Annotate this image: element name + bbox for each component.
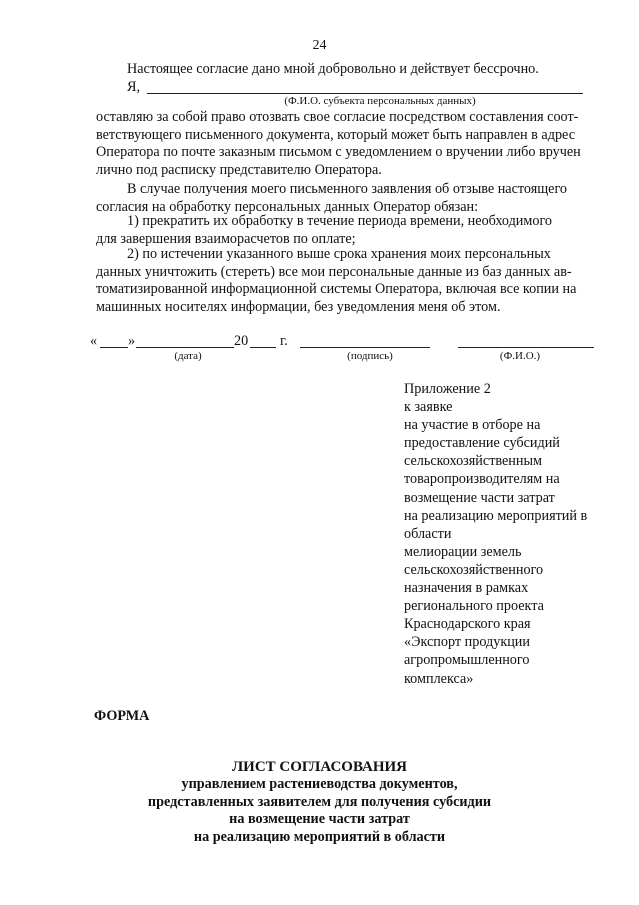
- consent-item-1: [96, 213, 582, 248]
- date-close-quote: »: [128, 333, 136, 349]
- text-line: оставляю за собой право отозвать свое согласие посредством составления соот-: [96, 109, 579, 125]
- form-label: ФОРМА: [94, 708, 150, 724]
- appendix-line: назначения в рамках: [404, 580, 529, 597]
- appendix-line: мелиорации земель: [404, 543, 522, 560]
- appendix-line: предоставление субсидий: [404, 435, 560, 452]
- date-open-quote: «: [90, 333, 98, 349]
- month-line: [136, 347, 234, 348]
- fio-line: [147, 93, 583, 94]
- appendix-line: «Экспорт продукции: [404, 634, 530, 651]
- appendix-line: возмещение части затрат: [404, 489, 555, 506]
- text-line: для завершения взаиморасчетов по оплате;: [96, 230, 356, 247]
- appendix-line: Краснодарского края: [404, 616, 531, 633]
- subtitle-line: на возмещение части затрат: [229, 811, 410, 827]
- text-line: согласия на обработку персональных данных Оператор обязан:: [96, 198, 479, 215]
- text-line: Оператора по почте заказным письмом с уведомлением о вручении либо вручен: [96, 144, 581, 161]
- sheet-title: ЛИСТ СОГЛАСОВАНИЯ: [231, 759, 408, 775]
- date-caption: (дата): [174, 350, 202, 362]
- consent-sentence: Настоящее согласие дано мной добровольно и действует бессрочно.: [127, 61, 539, 77]
- year-line: [250, 347, 276, 348]
- appendix-line: Приложение 2: [404, 381, 491, 397]
- text-line: В случае получения моего письменного заявления об отзыве настоящего: [127, 181, 568, 197]
- signature-caption: (подпись): [347, 350, 393, 362]
- appendix-line: агропромышленного: [404, 652, 530, 669]
- appendix-line: регионального проекта: [404, 598, 544, 615]
- text-line: машинных носителях информации, без уведомления меня об этом.: [96, 298, 501, 315]
- appendix-line: на участие в отборе на: [404, 417, 541, 434]
- consent-item-2: [96, 246, 582, 316]
- appendix-line: сельскохозяйственного: [404, 561, 544, 578]
- fio-signature-caption: (Ф.И.О.): [499, 350, 541, 362]
- text-line: лично под расписку представителю Оператора.: [96, 161, 382, 178]
- subtitle-line: управлением растениеводства документов,: [181, 776, 458, 792]
- sheet-subtitle: [0, 776, 639, 846]
- day-line: [100, 347, 128, 348]
- signature-line: [300, 347, 430, 348]
- text-line: данных уничтожить (стереть) все мои персональные данные из баз данных ав-: [96, 263, 572, 280]
- text-line: ветствующего письменного документа, который может быть направлен в адрес: [96, 126, 575, 143]
- text-line: 2) по истечении указанного выше срока хранения моих персональных: [127, 246, 551, 262]
- consent-paragraph-2: [96, 181, 582, 216]
- year-prefix: 20: [234, 333, 249, 349]
- subtitle-line: представленных заявителем для получения субсидии: [147, 793, 492, 810]
- fio-caption: (Ф.И.О. субъекта персональных данных): [284, 95, 476, 107]
- year-suffix: г.: [280, 333, 288, 349]
- text-line: томатизированной информационной системы Оператора, включая все копии на: [96, 281, 577, 298]
- appendix-line: сельскохозяйственным: [404, 453, 543, 470]
- appendix-block: [404, 380, 587, 688]
- fio-signature-line: [458, 347, 594, 348]
- appendix-line: к заявке: [404, 399, 453, 416]
- consent-paragraph-1: [96, 109, 582, 179]
- appendix-line: области: [404, 525, 452, 542]
- ya-label: Я,: [127, 79, 141, 95]
- text-line: 1) прекратить их обработку в течение периода времени, необходимого: [127, 213, 553, 229]
- appendix-line: на реализацию мероприятий в: [404, 507, 588, 524]
- page-number: 24: [312, 38, 327, 53]
- subtitle-line: на реализацию мероприятий в области: [193, 828, 446, 845]
- appendix-line: товаропроизводителям на: [404, 471, 560, 488]
- appendix-line: комплекса»: [404, 670, 474, 687]
